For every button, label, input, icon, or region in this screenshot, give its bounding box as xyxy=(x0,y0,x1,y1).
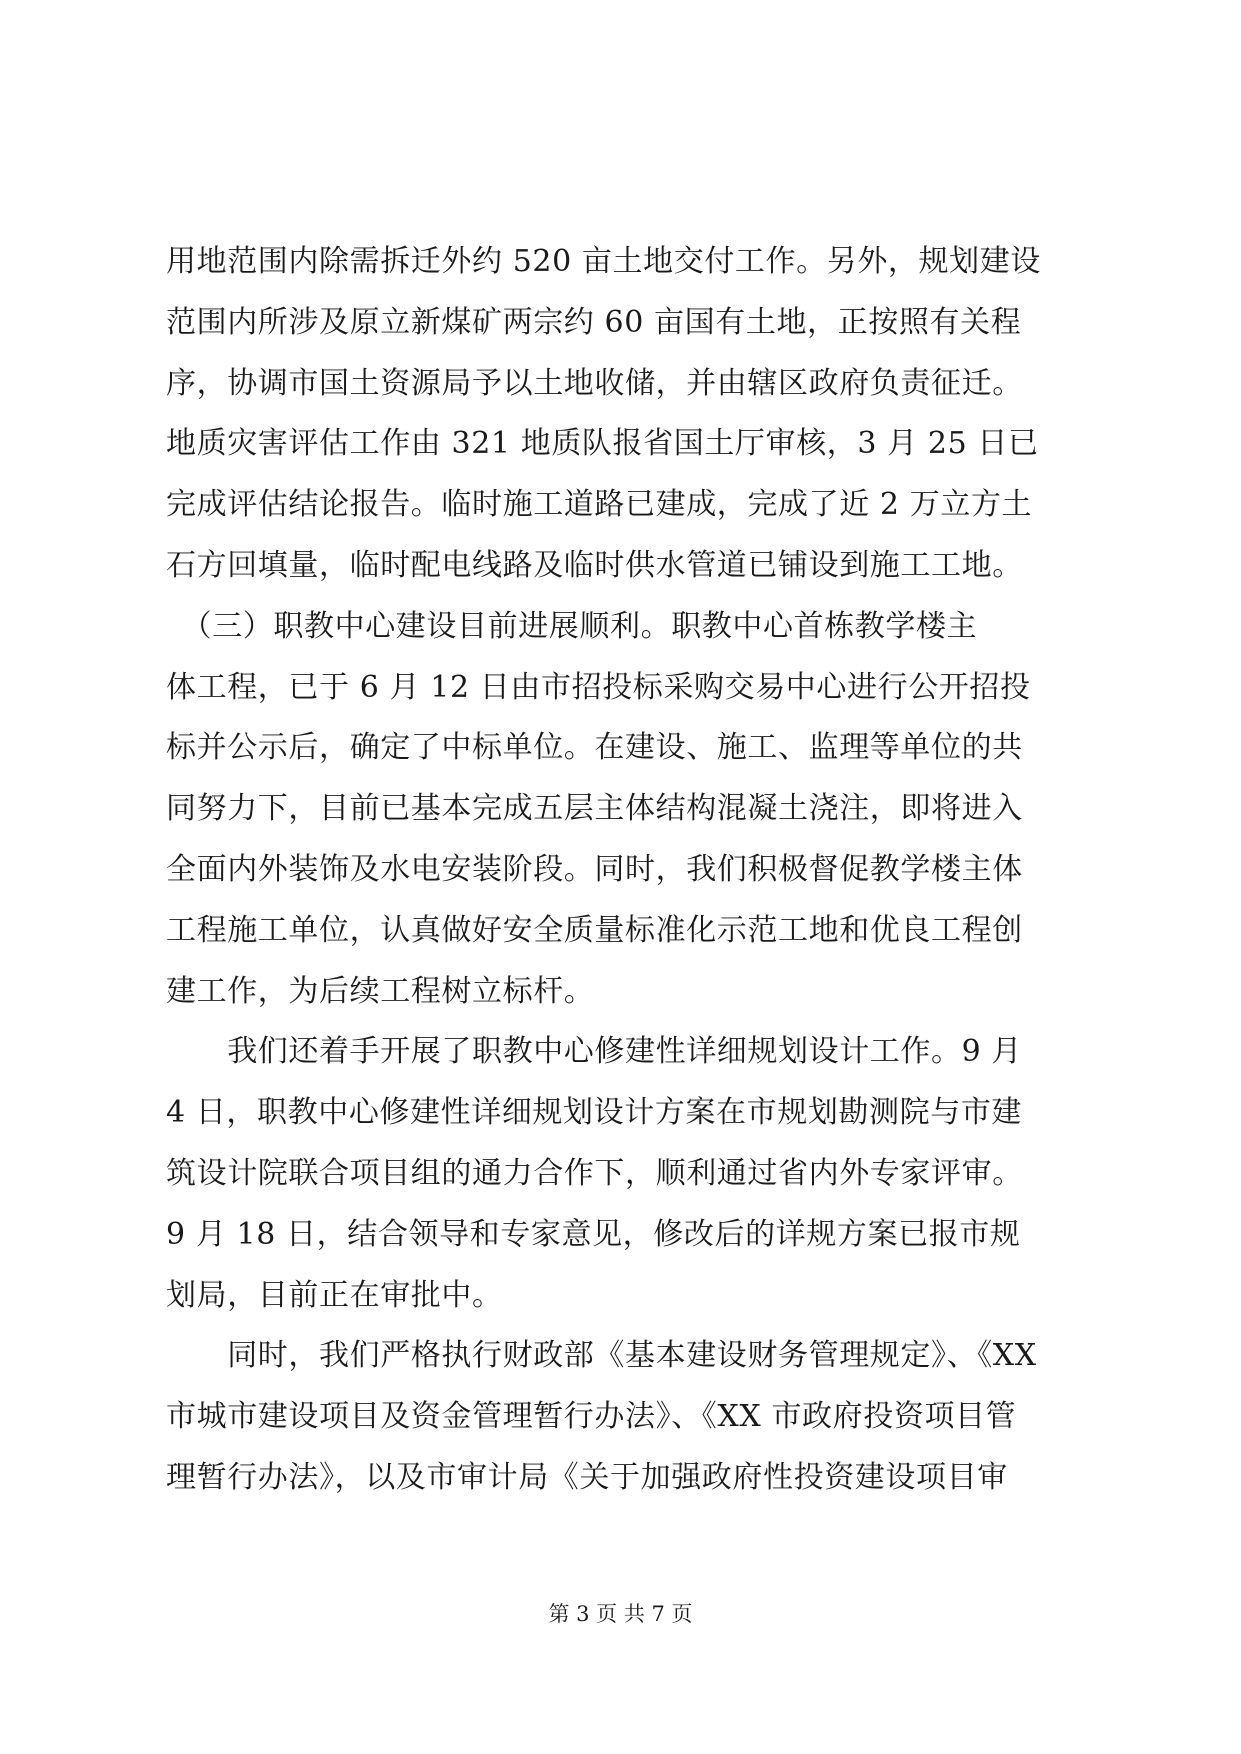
text-line: 4 日，职教中心修建性详细规划设计方案在市规划勘测院与市建 xyxy=(166,1095,1023,1131)
text-line: 同时，我们严格执行财政部《基本建设财务管理规定》、《XX xyxy=(166,1338,1037,1374)
text-line: 用地范围内除需拆迁外约 520 亩土地交付工作。另外，规划建设 xyxy=(166,244,1041,279)
text-line: 9 月 18 日，结合领导和专家意见，修改后的详规方案已报市规 xyxy=(166,1216,1021,1252)
text-line: 划局，目前正在审批中。 xyxy=(166,1277,503,1313)
text-line: 石方回填量，临时配电线路及临时供水管道已铺设到施工工地。 xyxy=(166,547,1023,583)
text-line: 标并公示后，确定了中标单位。在建设、施工、监理等单位的共 xyxy=(166,730,1023,766)
text-line: 体工程，已于 6 月 12 日由市招投标采购交易中心进行公开招投 xyxy=(166,669,1031,705)
text-line: （三）职教中心建设目前进展顺利。职教中心首栋教学楼主 xyxy=(166,608,978,644)
text-line: 序，协调市国土资源局予以土地收储，并由辖区政府负责征迁。 xyxy=(166,365,1023,401)
text-line: 全面内外装饰及水电安装阶段。同时，我们积极督促教学楼主体 xyxy=(166,851,1023,887)
text-line: 理暂行办法》，以及市审计局《关于加强政府性投资建设项目审 xyxy=(166,1459,1008,1495)
text-line: 建工作，为后续工程树立标杆。 xyxy=(166,973,595,1009)
text-line: 市城市建设项目及资金管理暂行办法》、《XX 市政府投资项目管 xyxy=(166,1399,1017,1435)
text-line: 完成评估结论报告。临时施工道路已建成，完成了近 2 万立方土 xyxy=(166,487,1033,523)
text-line: 范围内所涉及原立新煤矿两宗约 60 亩国有土地，正按照有关程 xyxy=(166,304,1022,340)
text-line: 工程施工单位，认真做好安全质量标准化示范工地和优良工程创 xyxy=(166,912,1023,948)
page-number-footer: 第 3 页 共 7 页 xyxy=(548,1602,693,1626)
text-line: 地质灾害评估工作由 321 地质队报省国土厅审核，3 月 25 日已 xyxy=(166,426,1039,462)
text-line: 我们还着手开展了职教中心修建性详细规划设计工作。9 月 xyxy=(166,1034,1023,1070)
text-line: 同努力下，目前已基本完成五层主体结构混凝土浇注，即将进入 xyxy=(166,791,1023,827)
text-line: 筑设计院联合项目组的通力合作下，顺利通过省内外专家评审。 xyxy=(166,1155,1023,1191)
body-text xyxy=(166,232,1078,1509)
